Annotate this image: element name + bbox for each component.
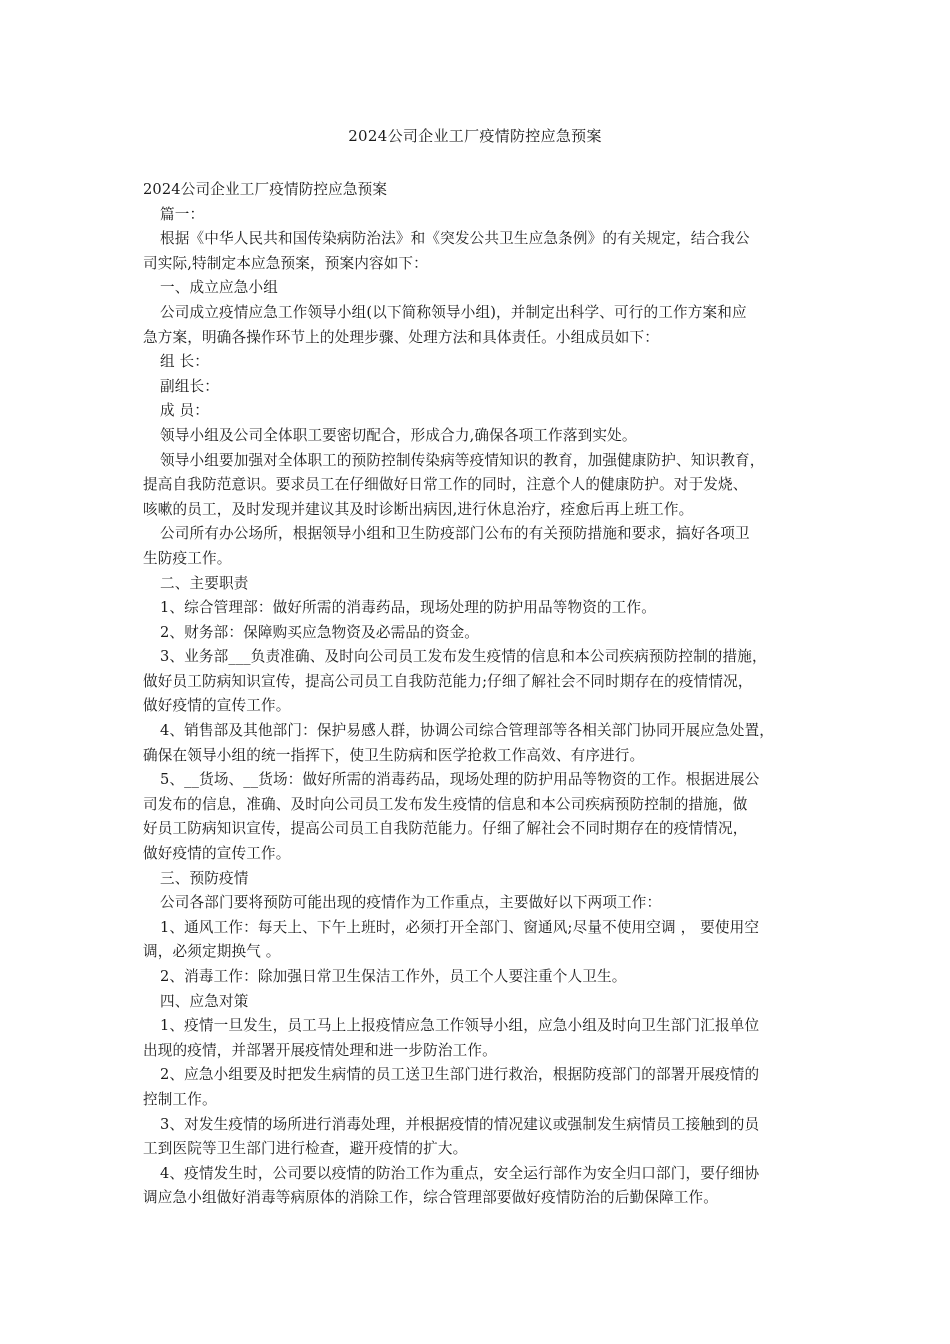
text-line: 5、__货场、__货场：做好所需的消毒药品，现场处理的防护用品等物资的工作。根据进展公 bbox=[160, 771, 760, 789]
text-line: 二、主要职责 bbox=[160, 574, 249, 592]
document-body bbox=[143, 178, 815, 1211]
text-line: 根据《中华人民共和国传染病防治法》和《突发公共卫生应急条例》的有关规定，结合我公 bbox=[160, 230, 750, 248]
text-line: 一、成立应急小组 bbox=[160, 279, 278, 297]
text-line: 调应急小组做好消毒等病原体的消除工作，综合管理部要做好疫情防治的后勤保障工作。 bbox=[143, 1189, 719, 1207]
text-line: 2024公司企业工厂疫情防控应急预案 bbox=[143, 181, 388, 198]
text-line: 1、疫情一旦发生，员工马上上报疫情应急工作领导小组，应急小组及时向卫生部门汇报单位 bbox=[160, 1017, 760, 1035]
text-line: 副组长： bbox=[160, 377, 219, 395]
text-line: 咳嗽的员工，及时发现并建议其及时诊断出病因,进行休息治疗，痊愈后再上班工作。 bbox=[143, 500, 694, 518]
text-line: 2、应急小组要及时把发生病情的员工送卫生部门进行救治，根据防疫部门的部署开展疫情的 bbox=[160, 1066, 760, 1084]
text-line: 公司所有办公场所，根据领导小组和卫生防疫部门公布的有关预防措施和要求，搞好各项卫 bbox=[160, 525, 750, 543]
text-line: 3、对发生疫情的场所进行消毒处理，并根据疫情的情况建议或强制发生病情员工接触到的员 bbox=[160, 1115, 760, 1133]
text-line: 好员工防病知识宣传，提高公司员工自我防范能力。仔细了解社会不同时期存在的疫情情况， bbox=[143, 820, 748, 838]
text-line: 调，必须定期换气 。 bbox=[143, 943, 281, 961]
text-line: 2、消毒工作：除加强日常卫生保洁工作外，员工个人要注重个人卫生。 bbox=[160, 968, 627, 985]
text-line: 公司各部门要将预防可能出现的疫情作为工作重点，主要做好以下两项工作： bbox=[160, 894, 662, 912]
text-line: 做好员工防病知识宣传，提高公司员工自我防范能力;仔细了解社会不同时期存在的疫情情况， bbox=[143, 672, 753, 690]
text-line: 1、通风工作：每天上、下午上班时，必须打开全部门、窗通风;尽量不使用空调 ， 要使用空 bbox=[160, 918, 760, 936]
text-line: 4、疫情发生时，公司要以疫情的防治工作为重点，安全运行部作为安全归口部门，要仔细协 bbox=[160, 1164, 760, 1182]
document-title: 2024公司企业工厂疫情防控应急预案 bbox=[348, 127, 602, 145]
text-line: 出现的疫情，并部署开展疫情处理和进一步防治工作。 bbox=[143, 1041, 497, 1059]
text-line: 领导小组及公司全体职工要密切配合，形成合力,确保各项工作落到实处。 bbox=[160, 426, 637, 444]
text-line: 司发布的信息，准确、及时向公司员工发布发生疫情的信息和本公司疾病预防控制的措施，做 bbox=[143, 795, 748, 813]
text-line: 四、应急对策 bbox=[160, 992, 249, 1010]
text-line: 组 长： bbox=[160, 353, 210, 371]
text-line: 公司成立疫情应急工作领导小组(以下简称领导小组)，并制定出科学、可行的工作方案和应 bbox=[160, 303, 747, 321]
text-line: 确保在领导小组的统一指挥下，使卫生防病和医学抢救工作高效、有序进行。 bbox=[143, 746, 645, 764]
text-line: 成 员： bbox=[160, 402, 210, 420]
text-line: 司实际,特制定本应急预案，预案内容如下： bbox=[143, 254, 428, 272]
text-line: 做好疫情的宣传工作。 bbox=[143, 697, 291, 715]
text-line: 4、销售部及其他部门：保护易感人群，协调公司综合管理部等各相关部门协同开展应急处置， bbox=[160, 722, 774, 740]
text-line: 3、业务部___负责准确、及时向公司员工发布发生疫情的信息和本公司疾病预防控制的措施， bbox=[160, 648, 767, 666]
text-line: 做好疫情的宣传工作。 bbox=[143, 845, 291, 863]
text-line: 篇一： bbox=[160, 205, 205, 223]
text-line: 三、预防疫情 bbox=[160, 869, 249, 887]
text-line: 2、财务部：保障购买应急物资及必需品的资金。 bbox=[160, 623, 480, 641]
text-line: 提高自我防范意识。要求员工在仔细做好日常工作的同时，注意个人的健康防护。对于发烧、 bbox=[143, 476, 748, 494]
text-line: 工到医院等卫生部门进行检查，避开疫情的扩大。 bbox=[143, 1140, 468, 1158]
text-line: 控制工作。 bbox=[143, 1090, 217, 1108]
text-line: 生防疫工作。 bbox=[143, 549, 232, 567]
text-line: 急方案，明确各操作环节上的处理步骤、处理方法和具体责任。小组成员如下： bbox=[143, 328, 660, 346]
text-line: 领导小组要加强对全体职工的预防控制传染病等疫情知识的教育，加强健康防护、知识教育， bbox=[160, 451, 765, 469]
text-line: 1、综合管理部：做好所需的消毒药品，现场处理的防护用品等物资的工作。 bbox=[160, 599, 656, 617]
